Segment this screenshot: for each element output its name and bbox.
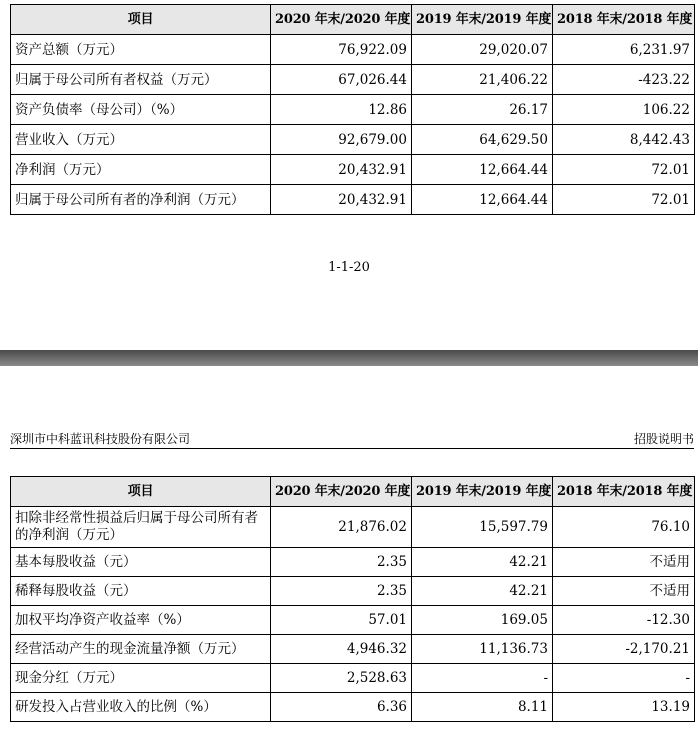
table-row: [11, 507, 695, 548]
value-2018: 72.01: [553, 185, 695, 215]
financial-table-bottom: [10, 476, 695, 722]
row-label: 基本每股收益（元）: [11, 548, 271, 577]
value-2020: 6.36: [271, 693, 412, 722]
header-2018: 2018 年末/2018 年度: [553, 5, 695, 35]
table-row: [11, 693, 695, 722]
header-2019: 2019 年末/2019 年度: [412, 5, 553, 35]
page-separator: [0, 350, 698, 366]
value-2020: 92,679.00: [271, 125, 412, 155]
table-row: [11, 155, 695, 185]
value-2020: 2.35: [271, 548, 412, 577]
value-2019: -: [412, 664, 553, 693]
header-2020: 2020 年末/2020 年度: [271, 477, 412, 507]
value-2019: 11,136.73: [412, 635, 553, 664]
value-2019: 42.21: [412, 548, 553, 577]
table-header-row: [11, 5, 695, 35]
value-2018: 72.01: [553, 155, 695, 185]
table-row: [11, 606, 695, 635]
document-type: 招股说明书: [633, 432, 694, 446]
value-2020: 67,026.44: [271, 65, 412, 95]
row-label: 经营活动产生的现金流量净额（万元）: [11, 635, 271, 664]
table-row: [11, 95, 695, 125]
row-label: 研发投入占营业收入的比例（%）: [11, 693, 271, 722]
table-row: [11, 35, 695, 65]
value-2020: 4,946.32: [271, 635, 412, 664]
value-2020: 12.86: [271, 95, 412, 125]
value-2020: 57.01: [271, 606, 412, 635]
value-2020: 2.35: [271, 577, 412, 606]
financial-table-top: [10, 4, 695, 215]
header-2018: 2018 年末/2018 年度: [553, 477, 695, 507]
value-2018: 6,231.97: [553, 35, 695, 65]
value-2019: 26.17: [412, 95, 553, 125]
value-2018: 13.19: [553, 693, 695, 722]
value-2019: 12,664.44: [412, 155, 553, 185]
table-row: [11, 635, 695, 664]
value-2018: 不适用: [553, 548, 695, 577]
row-label: 扣除非经常性损益后归属于母公司所有者的净利润（万元）: [11, 507, 271, 548]
value-2018: 76.10: [553, 507, 695, 548]
value-2018: -2,170.21: [553, 635, 695, 664]
value-2018: -423.22: [553, 65, 695, 95]
value-2020: 76,922.09: [271, 35, 412, 65]
row-label: 稀释每股收益（元）: [11, 577, 271, 606]
value-2019: 64,629.50: [412, 125, 553, 155]
header-2019: 2019 年末/2019 年度: [412, 477, 553, 507]
value-2018: 106.22: [553, 95, 695, 125]
value-2018: -: [553, 664, 695, 693]
row-label: 营业收入（万元）: [11, 125, 271, 155]
row-label: 归属于母公司所有者的净利润（万元）: [11, 185, 271, 215]
table-header-row: [11, 477, 695, 507]
value-2019: 42.21: [412, 577, 553, 606]
row-label: 资产负债率（母公司）（%）: [11, 95, 271, 125]
value-2019: 29,020.07: [412, 35, 553, 65]
value-2020: 2,528.63: [271, 664, 412, 693]
page-number: 1-1-20: [328, 260, 370, 275]
row-label: 现金分红（万元）: [11, 664, 271, 693]
value-2020: 20,432.91: [271, 155, 412, 185]
value-2020: 21,876.02: [271, 507, 412, 548]
value-2019: 12,664.44: [412, 185, 553, 215]
table-row: [11, 125, 695, 155]
table-row: [11, 65, 695, 95]
row-label: 归属于母公司所有者权益（万元）: [11, 65, 271, 95]
header-item: 项目: [11, 477, 271, 507]
value-2018: 不适用: [553, 577, 695, 606]
value-2018: -12.30: [553, 606, 695, 635]
value-2019: 21,406.22: [412, 65, 553, 95]
value-2019: 8.11: [412, 693, 553, 722]
table-row: [11, 185, 695, 215]
company-name: 深圳市中科蓝讯科技股份有限公司: [10, 432, 191, 446]
value-2018: 8,442.43: [553, 125, 695, 155]
table-row: [11, 548, 695, 577]
value-2020: 20,432.91: [271, 185, 412, 215]
header-item: 项目: [11, 5, 271, 35]
value-2019: 169.05: [412, 606, 553, 635]
row-label: 资产总额（万元）: [11, 35, 271, 65]
table-row: [11, 664, 695, 693]
header-2020: 2020 年末/2020 年度: [271, 5, 412, 35]
row-label: 加权平均净资产收益率（%）: [11, 606, 271, 635]
row-label: 净利润（万元）: [11, 155, 271, 185]
page-header: [10, 430, 694, 449]
table-row: [11, 577, 695, 606]
value-2019: 15,597.79: [412, 507, 553, 548]
